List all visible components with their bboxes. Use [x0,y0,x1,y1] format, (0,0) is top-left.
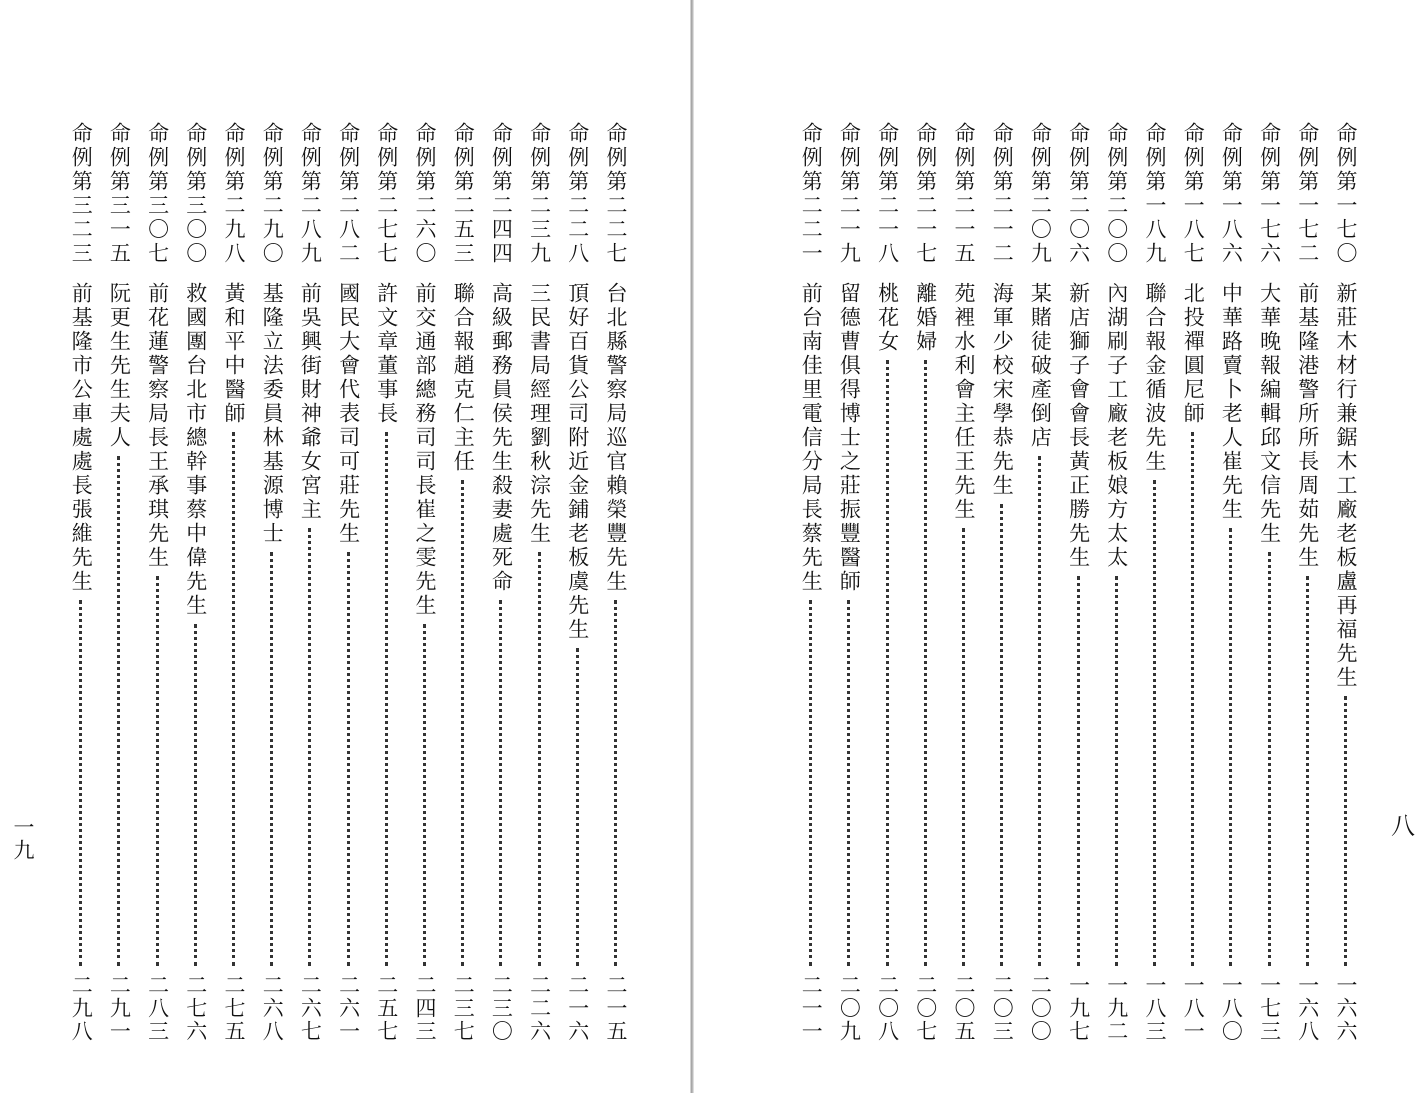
toc-entry [486,122,516,1043]
dot-leader [1306,576,1309,966]
entry-label: 命例第二六〇 [413,122,437,266]
entry-page-number: 二一五 [604,974,628,1043]
entry-title: 前花蓮警察局長王承琪先生 [145,282,170,570]
entry-title: 基隆立法委員林基源博士 [260,282,285,546]
entry-page-number: 一六八 [1295,974,1320,1043]
left-page [0,0,690,1093]
entry-page-number: 二〇七 [913,974,938,1043]
entry-page-number: 二八三 [145,974,170,1043]
dot-leader [156,576,159,966]
entry-label: 命例第一八七 [1181,122,1206,266]
toc-entry [104,122,134,1043]
toc-entry [525,122,555,1043]
entry-title: 北投禪圓尼師 [1181,282,1206,426]
entry-page-number: 二二六 [527,974,552,1043]
entry-label: 命例第三二三 [69,122,94,266]
entry-page-number: 一八〇 [1219,974,1244,1043]
toc-entry [1064,122,1094,1043]
entry-label: 命例第二一五 [952,122,976,266]
dot-leader [576,648,579,966]
entry-label: 命例第一八九 [1143,122,1167,266]
entry-label: 命例第一八六 [1219,122,1244,266]
toc-entry [563,122,593,1043]
entry-title: 聯合報金循波先生 [1143,282,1167,474]
entry-label: 命例第二七七 [374,122,399,266]
entry-title: 留德曹俱得博士之莊振豐醫師 [837,282,862,594]
entry-label: 命例第二九〇 [260,122,285,266]
entry-label: 命例第二〇六 [1066,122,1091,266]
entry-page-number: 二〇〇 [1028,974,1053,1043]
entry-label: 命例第二二七 [604,122,628,266]
entry-label: 命例第二一二 [990,122,1015,266]
dot-leader [614,600,617,966]
dot-leader [79,600,82,966]
entry-page-number: 二九八 [69,974,94,1043]
entry-label: 命例第一七二 [1295,122,1320,266]
entry-page-number: 二六八 [260,974,285,1043]
dot-leader [461,480,464,966]
entry-page-number: 二〇三 [990,974,1015,1043]
entry-page-number: 二七六 [183,974,208,1043]
entry-page-number: 二六七 [298,974,323,1043]
entry-label: 命例第一七六 [1257,122,1282,266]
dot-leader [886,360,889,966]
entry-title: 前交通部總務司司長崔之雯先生 [413,282,437,618]
toc-entry [372,122,402,1043]
toc-entry [1293,122,1323,1043]
entry-page-number: 二〇八 [875,974,900,1043]
entry-page-number: 二九一 [107,974,132,1043]
entry-title: 桃花女 [875,282,900,354]
entry-label: 命例第三〇〇 [183,122,208,266]
entry-title: 高級郵務員侯先生殺妻處死命 [489,282,514,594]
entry-title: 前吳興街財神爺女宮主 [298,282,323,522]
entry-title: 前基隆港警所所長周茹先生 [1295,282,1320,570]
entry-title: 前基隆市公車處處長張維先生 [69,282,94,594]
toc-entry [181,122,211,1043]
dot-leader [1000,504,1003,966]
dot-leader [385,432,388,966]
entry-page-number: 一七三 [1257,974,1282,1043]
dot-leader [1115,576,1118,966]
toc-entry [143,122,173,1043]
dot-leader [270,552,273,966]
entry-label: 命例第二八二 [336,122,361,266]
toc-entry [1102,122,1132,1043]
entry-title: 內湖刷子工廠老板娘方太太 [1104,282,1129,570]
dot-leader [847,600,850,966]
dot-leader [1077,576,1080,966]
entry-label: 命例第二〇九 [1028,122,1053,266]
entry-title: 新店獅子會會長黃正勝先生 [1066,282,1091,570]
toc-entry [448,122,478,1043]
toc-entry [66,122,96,1043]
toc-entry [796,122,826,1043]
toc-entry [949,122,979,1043]
entry-label: 命例第二四四 [489,122,514,266]
entry-page-number: 二四三 [413,974,437,1043]
entry-page-number: 一八三 [1143,974,1167,1043]
dot-leader [924,360,927,966]
dot-leader [809,600,812,966]
toc-entry [1216,122,1246,1043]
dot-leader [1229,528,1232,966]
dot-leader [232,432,235,966]
entry-page-number: 一九七 [1066,974,1091,1043]
entry-label: 命例第三一五 [107,122,132,266]
entry-label: 命例第二一九 [837,122,862,266]
entry-title: 頂好百貨公司附近金鋪老板虞先生 [565,282,590,642]
entry-label: 命例第二一八 [875,122,900,266]
entry-title: 前台南佳里電信分局長蔡先生 [799,282,824,594]
toc-entry [1178,122,1208,1043]
toc-entry [834,122,864,1043]
toc-entry [873,122,903,1043]
dot-leader [347,552,350,966]
entry-title: 海軍少校宋學恭先生 [990,282,1015,498]
entry-page-number: 一六六 [1334,974,1358,1043]
dot-leader [538,552,541,966]
entry-title: 某賭徒破產倒店 [1028,282,1053,450]
entry-label: 命例第三〇七 [145,122,170,266]
entry-page-number: 一九二 [1104,974,1129,1043]
entry-title: 黃和平中醫師 [222,282,246,426]
entry-title: 離婚婦 [913,282,938,354]
toc-entry [1140,122,1170,1043]
entry-title: 阮更生先生夫人 [107,282,132,450]
dot-leader [117,456,120,966]
toc-entry [219,122,249,1043]
dot-leader [423,624,426,966]
toc-entry [1255,122,1285,1043]
entry-title: 大華晚報編輯邱文信先生 [1257,282,1282,546]
entry-title: 國民大會代表司可莊先生 [336,282,361,546]
toc-entry [410,122,440,1043]
entry-label: 命例第二三九 [527,122,552,266]
entry-page-number: 二〇九 [837,974,862,1043]
right-page-number-partial [1391,812,1415,852]
entry-title: 台北縣警察局巡官賴榮豐先生 [604,282,628,594]
dot-leader [1268,552,1271,966]
dot-leader [962,528,965,966]
entry-page-number: 二六一 [336,974,361,1043]
entry-label: 命例第二一七 [913,122,938,266]
entry-label: 命例第二二一 [799,122,824,266]
entry-title: 中華路賣卜老人崔先生 [1219,282,1244,522]
entry-page-number: 二五七 [374,974,399,1043]
toc-entry [601,122,631,1043]
entry-page-number: 二三七 [451,974,476,1043]
entry-title: 苑裡水利會主任王先生 [952,282,976,522]
entry-page-number: 二三〇 [489,974,514,1043]
entry-page-number: 一八一 [1181,974,1206,1043]
entry-label: 命例第一七〇 [1334,122,1358,266]
entry-title: 新莊木材行兼鋸木工廠老板盧再福先生 [1334,282,1358,690]
toc-entry [257,122,287,1043]
entry-label: 命例第二八九 [298,122,323,266]
entry-page-number: 二一六 [565,974,590,1043]
entry-title: 三民書局經理劉秋淙先生 [527,282,552,546]
left-page-number: 一九 [11,816,35,862]
right-page-number-glyph: 八 [1391,812,1415,840]
toc-entry [1025,122,1055,1043]
entry-label: 命例第二二八 [565,122,590,266]
toc-entry [1331,122,1361,1043]
toc-entry [987,122,1017,1043]
toc-entry [911,122,941,1043]
entry-label: 命例第二五三 [451,122,476,266]
entry-label: 命例第二九八 [222,122,246,266]
dot-leader [499,600,502,966]
entry-title: 救國團台北市總幹事蔡中偉先生 [183,282,208,618]
dot-leader [308,528,311,966]
entry-label: 命例第二〇〇 [1104,122,1129,266]
entry-title: 許文章董事長 [374,282,399,426]
dot-leader [1344,696,1347,966]
right-page [694,0,1415,1093]
dot-leader [194,624,197,966]
toc-entry [295,122,325,1043]
dot-leader [1038,456,1041,966]
entry-page-number: 二〇五 [952,974,976,1043]
entry-page-number: 二七五 [222,974,246,1043]
entry-page-number: 二一一 [799,974,824,1043]
dot-leader [1153,480,1156,966]
entry-title: 聯合報趙克仁主任 [451,282,476,474]
toc-entry [334,122,364,1043]
dot-leader [1191,432,1194,966]
